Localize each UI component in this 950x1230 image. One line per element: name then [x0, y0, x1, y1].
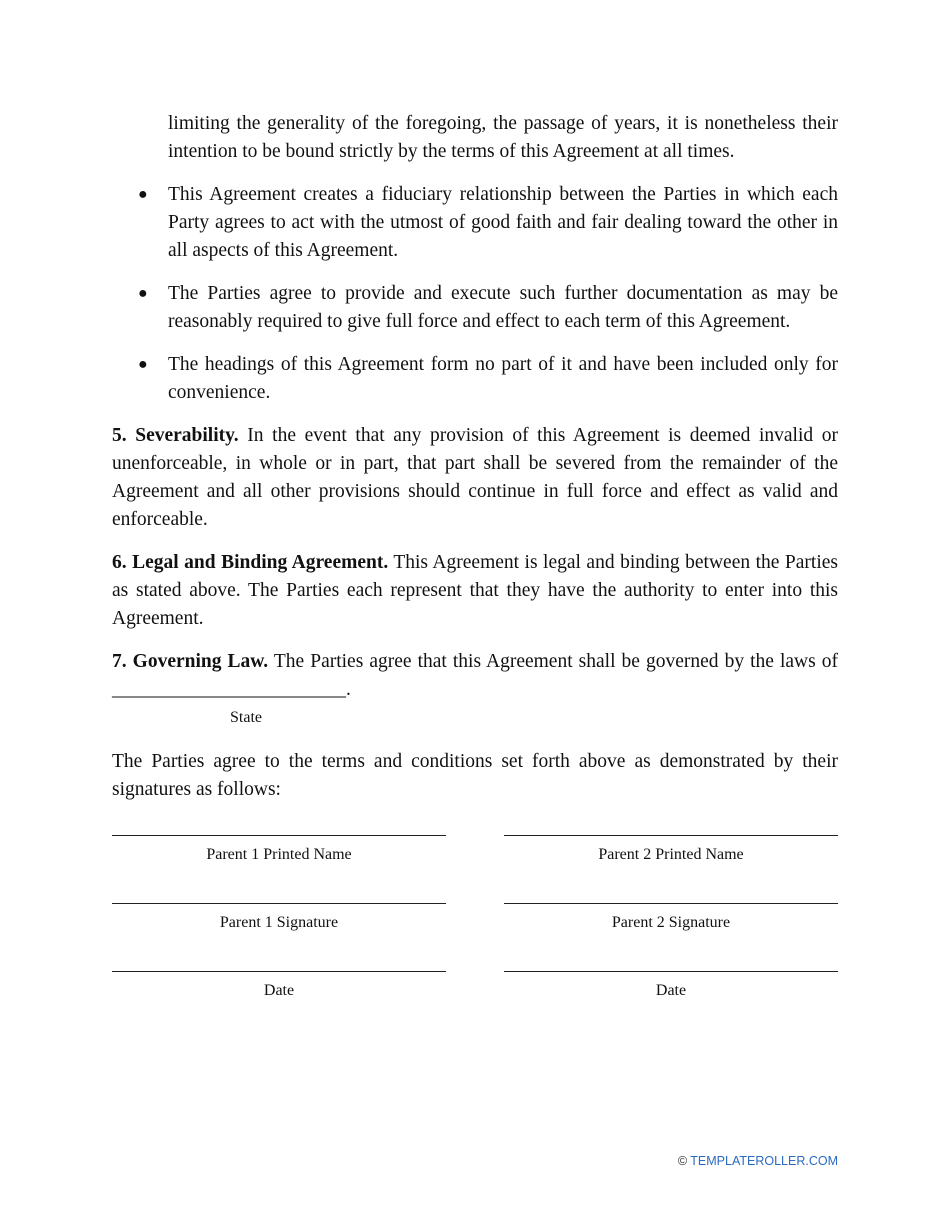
parent-1-signature-label: Parent 1 Signature	[219, 914, 339, 931]
parent-2-signature-label: Parent 2 Signature	[611, 914, 731, 931]
parent-1-date-line[interactable]	[112, 954, 446, 972]
signature-column-parent-1	[112, 886, 446, 954]
signature-column-parent-2	[504, 886, 838, 954]
section-text: The Parties agree that this Agreement shall be governed by the laws of	[268, 651, 838, 672]
signature-block	[112, 818, 838, 1022]
parent-1-printed-name-label: Parent 1 Printed Name	[206, 846, 352, 863]
footer-watermark	[678, 1154, 838, 1168]
bullet-icon: ●	[138, 285, 148, 302]
parent-2-printed-name-label: Parent 2 Printed Name	[598, 846, 744, 863]
parent-2-signature-line[interactable]	[504, 886, 838, 904]
section-heading: 5. Severability.	[112, 425, 239, 446]
state-blank-field[interactable]: ________________________	[112, 679, 346, 700]
bullet-text: The headings of this Agreement form no part of it and have been included only for convenience.	[168, 354, 838, 403]
state-field-label: State	[230, 709, 262, 726]
list-item	[112, 280, 838, 336]
signature-row-printed-name	[112, 818, 838, 886]
document-body	[112, 110, 838, 804]
copyright-icon: ©	[677, 1154, 688, 1168]
severability-section	[112, 422, 838, 534]
list-item	[112, 351, 838, 407]
parent-2-date-line[interactable]	[504, 954, 838, 972]
bullet-list	[112, 181, 838, 407]
bullet-text: The Parties agree to provide and execute such further documentation as may be reasonably required to give full force and effect to each term of this Agreement.	[168, 283, 838, 332]
parent-1-date-label: Date	[263, 982, 295, 999]
continuation-paragraph: limiting the generality of the foregoing, the passage of years, it is nonetheless their intention to be bound strictly by the terms of this Agreement at all times.	[168, 113, 838, 162]
governing-law-section	[112, 648, 838, 704]
list-item	[112, 181, 838, 265]
bullet-icon: ●	[138, 186, 148, 203]
signature-row-signature	[112, 886, 838, 954]
brand-link[interactable]: TEMPLATEROLLER.COM	[690, 1154, 838, 1168]
signature-row-date	[112, 954, 838, 1022]
section-text: This Agreement is legal and binding between the Parties as stated above. The Parties each represent that they have the authority to enter into this Agreement.	[112, 552, 838, 629]
legal-binding-section	[112, 549, 838, 633]
parent-1-printed-name-line[interactable]	[112, 818, 446, 836]
section-text: In the event that any provision of this Agreement is deemed invalid or unenforceable, in whole or in part, that part shall be severed from the remainder of the Agreement and all other provisions should continue in full force and effect as valid and enforceable.	[112, 425, 838, 530]
section-heading: 6. Legal and Binding Agreement.	[112, 552, 389, 573]
signature-column-parent-2	[504, 818, 838, 886]
signature-column-parent-1	[112, 954, 446, 1022]
parent-2-printed-name-line[interactable]	[504, 818, 838, 836]
closing-paragraph: The Parties agree to the terms and conditions set forth above as demonstrated by their signatures as follows:	[112, 751, 838, 800]
section-heading: 7. Governing Law.	[112, 651, 269, 672]
parent-2-date-label: Date	[655, 982, 687, 999]
parent-1-signature-line[interactable]	[112, 886, 446, 904]
sentence-end: .	[346, 679, 351, 700]
signature-column-parent-1	[112, 818, 446, 886]
bullet-text: This Agreement creates a fiduciary relationship between the Parties in which each Party agrees to act with the utmost of good faith and fair dealing toward the other in all aspects of this Agreement.	[168, 184, 838, 261]
bullet-icon: ●	[138, 356, 148, 373]
signature-column-parent-2	[504, 954, 838, 1022]
